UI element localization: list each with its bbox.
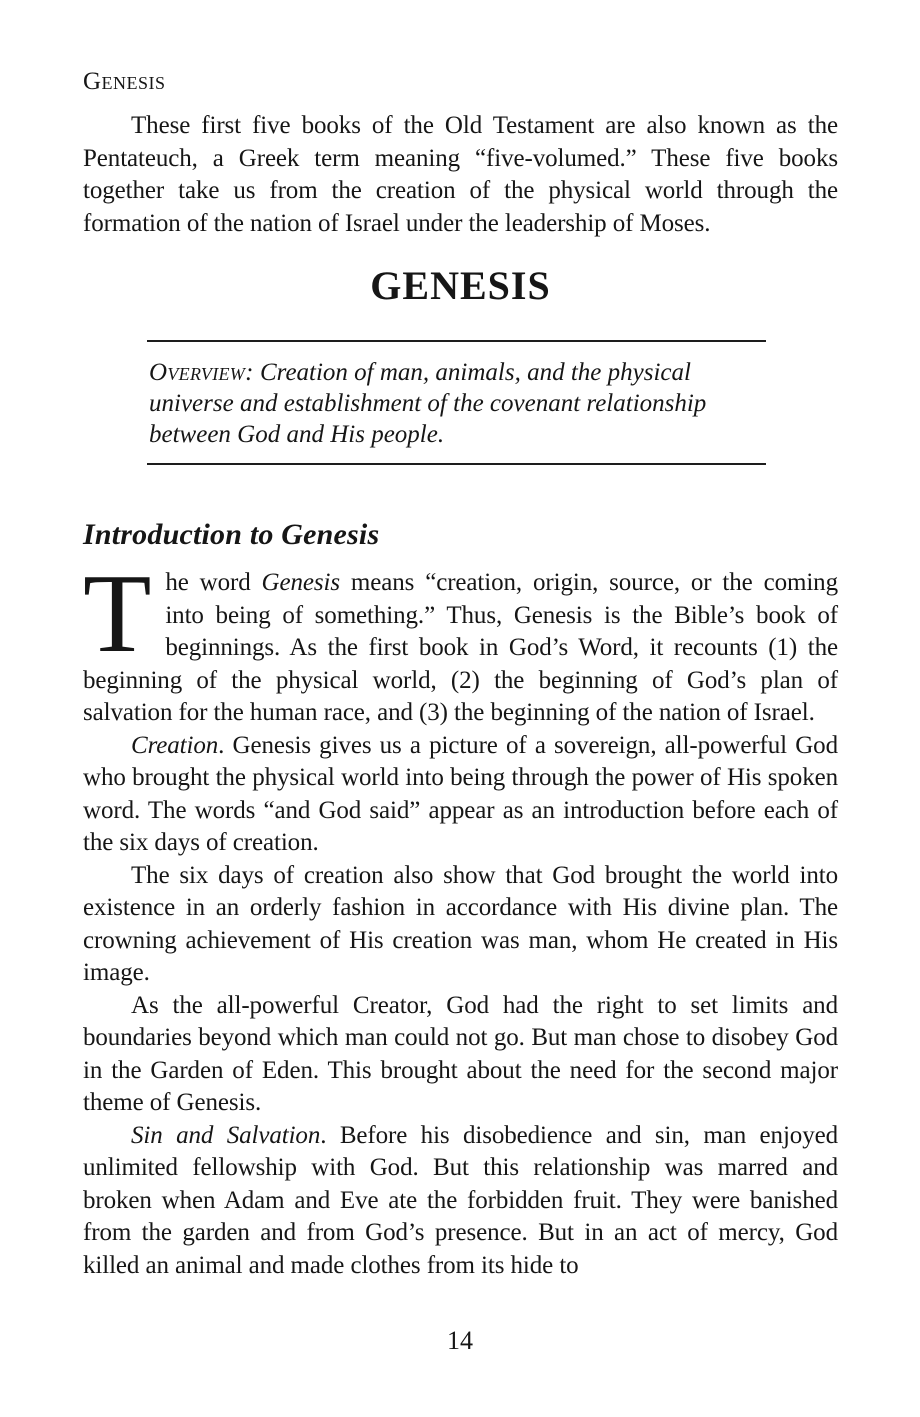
body-paragraph-six-days: The six days of creation also show that God brought the world into existence in an orderly fashion in accordance with His divine plan. The crowning achievement of His creation was man, whom He created in His image. [83,861,838,986]
body-paragraph-creation: Creation. Genesis gives us a picture of a sovereign, all-powerful God who brought the physical world into being through the power of His spoken word. The words “and God said” appear as an introduction before each of the six days of creation. [83,731,838,856]
paragraph-text: he word Genesis means “creation, origin, source, or the coming into being of something.” Thus, Genesis is the Bible’s book of beginnings. As the first book in God’s Word, it recounts (1) the beginning of the physical world, (2) the beginning of God’s plan of salvation for the human race, and (3) the beginning of the nation of Israel. [83,569,838,726]
intro-paragraph: These first five books of the Old Testament are also known as the Pentateuch, a Greek term meaning “five-volumed.” These five books together take us from the creation of the physical world through the formation of the nation of Israel under the leadership of Moses. [83,112,838,237]
section-heading: Introduction to Genesis [83,518,380,551]
body-paragraph-sin-salvation: Sin and Salvation. Before his disobedience and sin, man enjoyed unlimited fellowship with God. But this relationship was marred and broken when Adam and Eve ate the forbidden fruit. They were banished from the garden and from God’s presence. But in an act of mercy, God killed an animal and made clothes from its hide to [83,1121,838,1279]
page-number: 14 [447,1326,473,1355]
body-paragraph-creator-limits: As the all-powerful Creator, God had the right to set limits and boundaries beyond which man could not go. But man chose to disobey God in the Garden of Eden. This brought about the need for the second major theme of Genesis. [83,991,838,1116]
overview-text: Overview: Creation of man, animals, and the physical universe and establishment of the covenant relationship between God and His people. [149,359,707,448]
chapter-title: GENESIS [370,263,551,308]
running-head: Genesis [83,68,166,95]
body-paragraph-dropcap [83,552,838,730]
overview-box [147,340,766,465]
drop-cap-letter: T [83,552,152,676]
